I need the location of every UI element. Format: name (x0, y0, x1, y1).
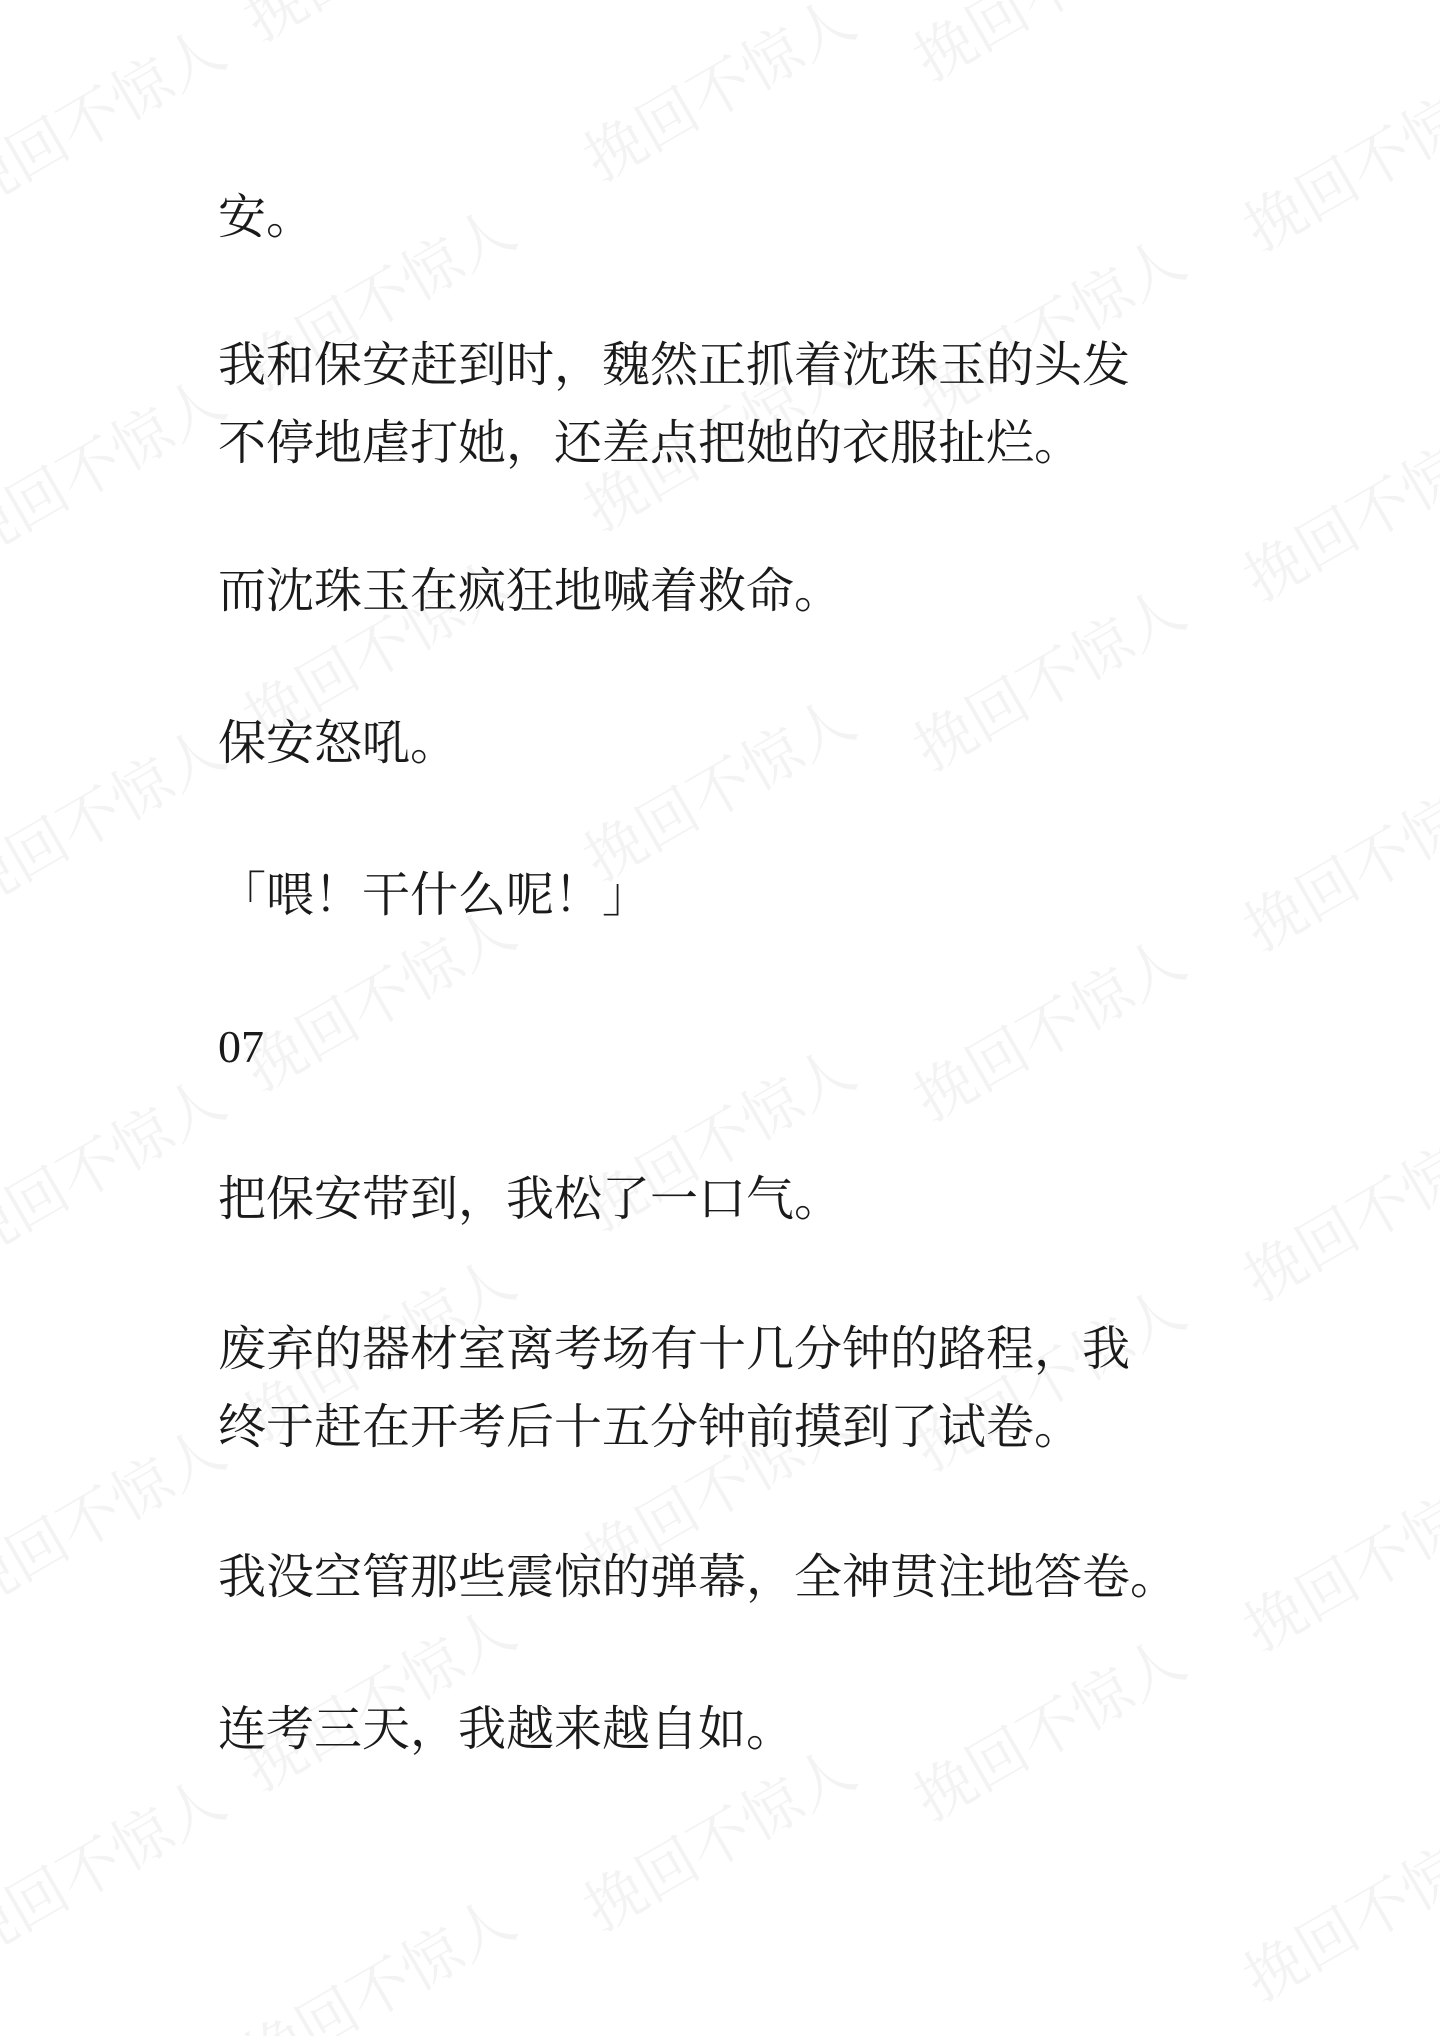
watermark-text (1235, 1459, 1440, 1661)
paragraph-line: 终于赶在开考后十五分钟前摸到了试卷。 (218, 1399, 1083, 1455)
watermark-text (0, 1069, 235, 1271)
watermark-text (905, 0, 1195, 91)
watermark-text (235, 0, 525, 51)
paragraph-line: 连考三天，我越来越自如。 (218, 1701, 795, 1757)
watermark-text (0, 19, 235, 221)
paragraph-line: 保安怒吼。 (218, 715, 459, 771)
paragraph-line: 废弃的器材室离考场有十几分钟的路程，我 (218, 1321, 1131, 1377)
paragraph-line: 「喂！干什么呢！」 (218, 867, 651, 923)
watermark-text (575, 1739, 865, 1941)
watermark-text (0, 369, 235, 571)
paragraph-line: 不停地虐打她，还差点把她的衣服扯烂。 (218, 415, 1083, 471)
watermark-text (575, 0, 865, 191)
watermark-text (0, 1419, 235, 1621)
chapter-number: 07 (218, 1021, 264, 1072)
watermark-text (235, 1889, 525, 2036)
watermark-text (905, 579, 1195, 781)
watermark-text (905, 929, 1195, 1131)
paragraph-line: 我和保安赶到时，魏然正抓着沈珠玉的头发 (218, 337, 1131, 393)
watermark-text (0, 719, 235, 921)
watermark-text (1235, 759, 1440, 961)
paragraph-line: 而沈珠玉在疯狂地喊着救命。 (218, 563, 843, 619)
paragraph-line: 安。 (218, 189, 315, 245)
paragraph-line: 把保安带到，我松了一口气。 (218, 1171, 843, 1227)
watermark-text (1235, 409, 1440, 611)
watermark-text (905, 1629, 1195, 1831)
watermark-text (1235, 1809, 1440, 2011)
watermark-text (1235, 59, 1440, 261)
watermark-text (1235, 1109, 1440, 1311)
watermark-text (0, 1769, 235, 1971)
paragraph-line: 我没空管那些震惊的弹幕，全神贯注地答卷。 (218, 1549, 1179, 1605)
